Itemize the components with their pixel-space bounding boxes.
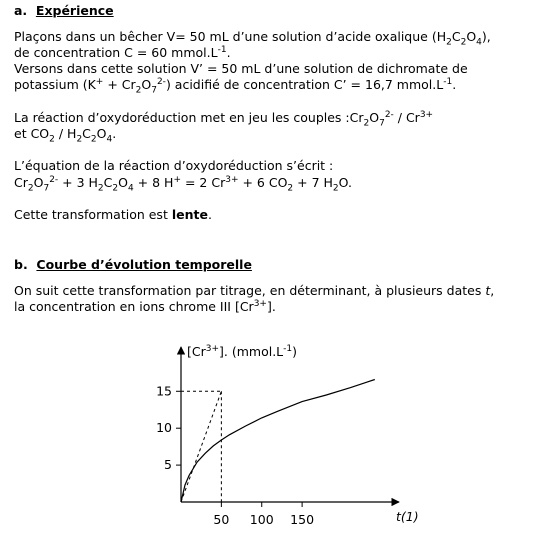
para1-line2: de concentration C = 60 $mmol.L^{-1}$. (14, 44, 231, 60)
para1-line4: potassium $(K^+ + Cr_2O_7^{2-})$ acidifié de concentration C’ = 16,7 $mmol.L^{-1}$. (14, 76, 457, 96)
para5-line1: On suit cette transformation par titrage, en déterminant, à plusieurs dates t, (14, 283, 495, 298)
section-a-letter: a. (14, 3, 28, 18)
para1-line3: Versons dans cette solution V’ = 50 mL d’une solution de dichromate de (14, 61, 468, 76)
para3-equation: $Cr_2O_7^{2-} + 3$ $H_2C_2O_4 + 8$ H+ = 2 $Cr^{3+} + 6$ $CO_2 + 7$ $H_2O$. (14, 174, 352, 194)
y-tick-label: 10 (156, 420, 172, 436)
para5-line2: la concentration en ions chrome III $[Cr^{3+}]$. (14, 298, 276, 314)
tangent-at-origin (181, 391, 221, 502)
x-tick-label: 50 (213, 512, 230, 527)
y-axis-label: $[Cr^{3+}]$. $(mmol.L^{-1})$ (187, 344, 298, 359)
x-tick-label: 100 (249, 512, 274, 527)
para2-line1: La réaction d’oxydoréduction met en jeu les couples $:Cr_2O_7^{2-} / Cr^{3+}$ (14, 109, 434, 129)
y-tick-label: 15 (156, 383, 172, 399)
para4: Cette transformation est lente. (14, 207, 212, 222)
para2-line2: et $CO_2 / H_2C_2O_4$. (14, 126, 117, 145)
series-line (181, 380, 375, 503)
section-b-title: Courbe d’évolution temporelle (36, 257, 252, 272)
y-tick-label: 5 (164, 457, 172, 473)
x-tick-label: 150 (290, 512, 315, 527)
section-a-title: Expérience (35, 3, 114, 18)
bold-lente: lente (171, 207, 208, 222)
x-axis-label: t(1) (396, 509, 419, 524)
section-b-letter: b. (14, 257, 28, 272)
para1-line1: Plaçons dans un bêcher V= 50 mL d’une solution d’acide oxalique $(H_2C_2O_4)$, (14, 29, 491, 48)
para3-line1: L’équation de la réaction d’oxydoréduction s’écrit : (14, 158, 334, 173)
